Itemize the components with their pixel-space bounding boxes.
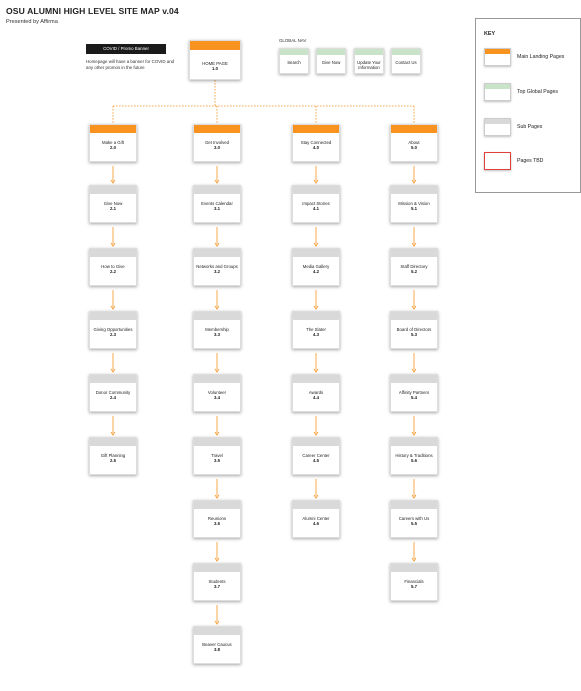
sub-page-membership-number: 3.3: [214, 332, 220, 338]
sub-page-how-to-give-name: How to Give: [101, 264, 125, 269]
main-page-about-number: 5.0: [411, 145, 417, 151]
global-nav-contact-usnode-name: Contact Us: [395, 60, 417, 65]
sub-page-affinity-partners-header-bar: [391, 375, 437, 383]
sub-page-career-center-name: Career Center: [302, 453, 330, 458]
covid-banner-note: Homepage will have a banner for COVID and any other promos in the future: [86, 59, 175, 70]
sub-page-careers-with-us-header-bar: [391, 501, 437, 509]
sub-page-events-calendar: [193, 185, 241, 223]
key-swatch-top-global-pages: [484, 83, 511, 101]
sub-page-the-slater-name: The Slater: [306, 327, 326, 332]
sub-page-staff-directory-name: Staff Directory: [400, 264, 428, 269]
sub-page-networks-and-groups-name: Networks and Groups: [196, 264, 238, 269]
sub-page-volunteer-name: Volunteer: [207, 390, 227, 395]
sub-page-financials-name: Financials: [404, 579, 424, 584]
global-nav-searchnode-name: Search: [287, 60, 301, 65]
sub-page-alumni-center-number: 4.6: [313, 521, 319, 527]
sub-page-gift-planning-name: Gift Planning: [100, 453, 126, 458]
sub-page-impact-stories: [292, 185, 340, 223]
sub-page-volunteer: [193, 374, 241, 412]
key-swatch-sub-pages: [484, 118, 511, 136]
global-nav-contact-usnode-header-bar: [392, 49, 420, 55]
sub-page-financials-number: 5.7: [411, 584, 417, 590]
main-page-about: [390, 124, 438, 162]
sub-page-media-gallery-number: 4.2: [313, 269, 319, 275]
sub-page-affinity-partners: [390, 374, 438, 412]
key-title: KEY: [484, 31, 496, 37]
sub-page-the-slater: [292, 311, 340, 349]
sub-page-volunteer-header-bar: [194, 375, 240, 383]
sub-page-staff-directory-header-bar: [391, 249, 437, 257]
sub-page-impact-stories-number: 4.1: [313, 206, 319, 212]
page-title: OSU ALUMNI HIGH LEVEL SITE MAP v.04: [6, 6, 179, 16]
sub-page-history-traditions: [390, 437, 438, 475]
sub-page-giving-opportunities: [89, 311, 137, 349]
sub-page-how-to-give-header-bar: [90, 249, 136, 257]
sub-page-careers-with-us: [390, 500, 438, 538]
main-page-make-a-gift-header-bar: [90, 125, 136, 133]
sub-page-staff-directory-number: 5.2: [411, 269, 417, 275]
sub-page-donor-community-header-bar: [90, 375, 136, 383]
sub-page-affinity-partners-name: Affinity Partners: [398, 390, 430, 395]
sub-page-giving-opportunities-header-bar: [90, 312, 136, 320]
sub-page-board-of-directors: [390, 311, 438, 349]
sub-page-donor-community: [89, 374, 137, 412]
main-page-make-a-gift-number: 2.0: [110, 145, 116, 151]
main-page-get-involved-name: Get Involved: [204, 140, 230, 145]
sub-page-awards-name: Awards: [308, 390, 324, 395]
sub-page-give-now-header-bar: [90, 186, 136, 194]
sub-page-giving-opportunities-number: 2.3: [110, 332, 116, 338]
main-page-about-header-bar: [391, 125, 437, 133]
sub-page-events-calendar-name: Events Calendar: [201, 201, 233, 206]
home-page-node-header-bar: [190, 41, 240, 50]
main-page-make-a-gift: [89, 124, 137, 162]
sub-page-membership: [193, 311, 241, 349]
key-label: Pages TBD: [517, 158, 544, 164]
sub-page-impact-stories-header-bar: [293, 186, 339, 194]
main-page-get-involved-number: 3.0: [214, 145, 220, 151]
sub-page-networks-and-groups-header-bar: [194, 249, 240, 257]
home-page-node: [189, 40, 241, 80]
sub-page-events-calendar-header-bar: [194, 186, 240, 194]
key-swatch-pages-tbd: [484, 152, 511, 170]
sub-page-affinity-partners-number: 5.4: [411, 395, 417, 401]
key-swatch-bar: [485, 84, 510, 89]
sub-page-history-traditions-header-bar: [391, 438, 437, 446]
sub-page-students-name: Students: [208, 579, 226, 584]
sub-page-travel-header-bar: [194, 438, 240, 446]
sub-page-events-calendar-number: 3.1: [214, 206, 220, 212]
global-nav-update-your-informationnode-header-bar: [355, 49, 383, 55]
global-nav-label: GLOBAL NAV: [279, 38, 307, 43]
global-nav-contact-usnode: [391, 48, 421, 74]
sub-page-board-of-directors-header-bar: [391, 312, 437, 320]
sub-page-giving-opportunities-name: Giving Opportunities: [93, 327, 133, 332]
home-page-node-number: 1.0: [212, 66, 218, 72]
global-nav-update-your-informationnode-name: Update Your Information: [357, 60, 381, 71]
sub-page-donor-community-name: Donor Community: [95, 390, 131, 395]
sub-page-career-center-header-bar: [293, 438, 339, 446]
sub-page-alumni-center-name: Alumni Center: [302, 516, 330, 521]
sub-page-careers-with-us-name: Careers with Us: [398, 516, 430, 521]
sub-page-alumni-center-header-bar: [293, 501, 339, 509]
key-swatch-bar: [485, 119, 510, 124]
sub-page-the-slater-header-bar: [293, 312, 339, 320]
global-nav-give-nownode-name: Give Now: [321, 60, 341, 65]
sub-page-history-traditions-name: History & Traditions: [395, 453, 433, 458]
sub-page-careers-with-us-number: 5.5: [411, 521, 417, 527]
sub-page-networks-and-groups-number: 3.2: [214, 269, 220, 275]
sub-page-board-of-directors-name: Board of Directors: [396, 327, 432, 332]
sub-page-mission-vision: [390, 185, 438, 223]
sub-page-media-gallery-header-bar: [293, 249, 339, 257]
sub-page-volunteer-number: 3.4: [214, 395, 220, 401]
sub-page-students-number: 3.7: [214, 584, 220, 590]
sub-page-donor-community-number: 2.4: [110, 395, 116, 401]
key-label: Main Landing Pages: [517, 54, 565, 60]
sub-page-media-gallery-name: Media Gallery: [302, 264, 330, 269]
sub-page-reunions-header-bar: [194, 501, 240, 509]
sub-page-travel: [193, 437, 241, 475]
key-swatch-bar: [485, 49, 510, 54]
sub-page-reunions-name: Reunions: [207, 516, 227, 521]
sub-page-mission-vision-header-bar: [391, 186, 437, 194]
sub-page-beaver-caucus-number: 3.8: [214, 647, 220, 653]
global-nav-give-nownode-header-bar: [317, 49, 345, 55]
main-page-stay-connected-name: Stay Connected: [300, 140, 332, 145]
sub-page-media-gallery: [292, 248, 340, 286]
key-label: Top Global Pages: [517, 89, 558, 95]
main-page-stay-connected-header-bar: [293, 125, 339, 133]
sub-page-the-slater-number: 4.3: [313, 332, 319, 338]
sub-page-membership-header-bar: [194, 312, 240, 320]
key-label: Sub Pages: [517, 124, 543, 130]
global-nav-give-nownode: [316, 48, 346, 74]
sub-page-networks-and-groups: [193, 248, 241, 286]
page-subtitle: Presented by Affirma: [6, 19, 58, 25]
sub-page-board-of-directors-number: 5.3: [411, 332, 417, 338]
sub-page-impact-stories-name: Impact Stories: [302, 201, 330, 206]
sub-page-how-to-give: [89, 248, 137, 286]
global-nav-update-your-informationnode: [354, 48, 384, 74]
sub-page-reunions-number: 3.6: [214, 521, 220, 527]
sub-page-awards-header-bar: [293, 375, 339, 383]
sub-page-financials-header-bar: [391, 564, 437, 572]
sub-page-give-now-name: Give Now: [103, 201, 123, 206]
global-nav-searchnode-header-bar: [280, 49, 308, 55]
sub-page-give-now: [89, 185, 137, 223]
main-page-make-a-gift-name: Make a Gift: [102, 140, 124, 145]
global-nav-searchnode: [279, 48, 309, 74]
sub-page-mission-vision-name: Mission & Vision: [398, 201, 430, 206]
sub-page-students: [193, 563, 241, 601]
sub-page-gift-planning-header-bar: [90, 438, 136, 446]
sub-page-gift-planning: [89, 437, 137, 475]
sub-page-how-to-give-number: 2.2: [110, 269, 116, 275]
sub-page-financials: [390, 563, 438, 601]
sub-page-career-center-number: 4.5: [313, 458, 319, 464]
key-swatch-main-landing-pages: [484, 48, 511, 66]
sub-page-career-center: [292, 437, 340, 475]
sub-page-staff-directory: [390, 248, 438, 286]
sub-page-give-now-number: 2.1: [110, 206, 116, 212]
sub-page-awards: [292, 374, 340, 412]
sub-page-gift-planning-number: 2.5: [110, 458, 116, 464]
home-page-node-name: HOME PAGE: [202, 61, 228, 66]
sub-page-beaver-caucus-name: Beaver Caucus: [202, 642, 232, 647]
main-page-stay-connected-number: 4.0: [313, 145, 319, 151]
sub-page-membership-name: Membership: [205, 327, 229, 332]
sub-page-awards-number: 4.4: [313, 395, 319, 401]
covid-promo-banner: COVID / Promo Banner: [86, 44, 166, 54]
sub-page-beaver-caucus-header-bar: [194, 627, 240, 635]
sub-page-history-traditions-number: 5.6: [411, 458, 417, 464]
main-page-about-name: About: [408, 140, 420, 145]
sub-page-alumni-center: [292, 500, 340, 538]
main-page-get-involved: [193, 124, 241, 162]
sub-page-travel-name: Travel: [211, 453, 223, 458]
legend-key: [475, 18, 581, 193]
sub-page-travel-number: 3.5: [214, 458, 220, 464]
sub-page-reunions: [193, 500, 241, 538]
sub-page-beaver-caucus: [193, 626, 241, 664]
sub-page-mission-vision-number: 5.1: [411, 206, 417, 212]
main-page-get-involved-header-bar: [194, 125, 240, 133]
sub-page-students-header-bar: [194, 564, 240, 572]
main-page-stay-connected: [292, 124, 340, 162]
